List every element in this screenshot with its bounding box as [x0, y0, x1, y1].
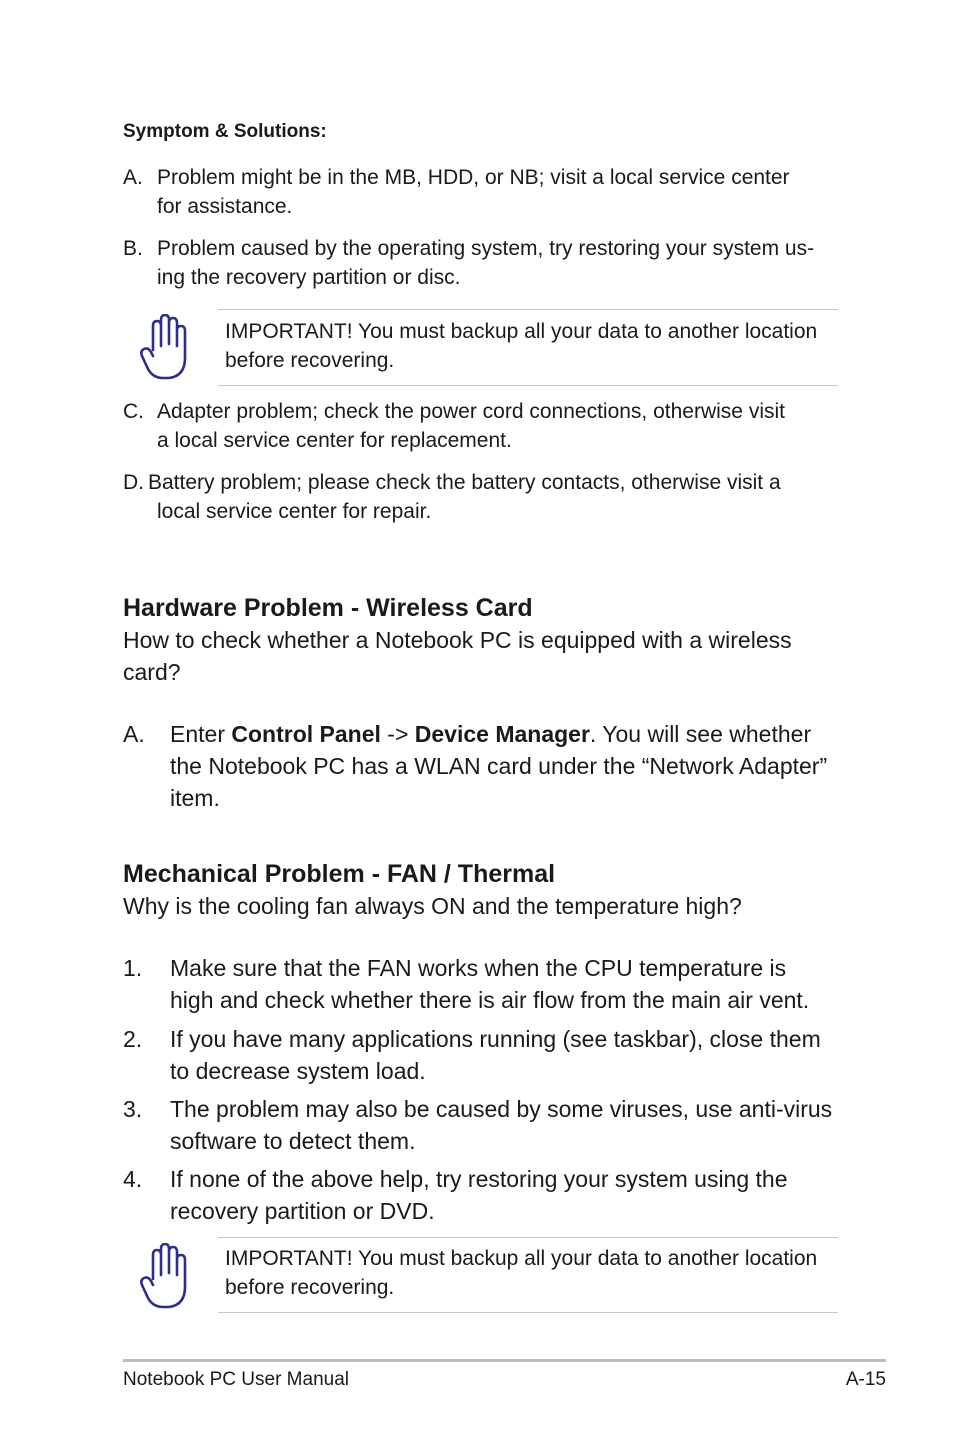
solution-d-line-2: local service center for repair. — [157, 500, 432, 523]
fan-step-3-line-2: software to detect them. — [170, 1128, 416, 1154]
step-a-suffix: . You will see whether — [589, 721, 812, 747]
important-bottom-rule — [218, 385, 838, 386]
solution-a-marker: A. — [123, 166, 143, 189]
fan-step-2-line-1: If you have many applications running (see taskbar), close them — [170, 1026, 821, 1052]
solution-b-line-2: ing the recovery partition or disc. — [157, 266, 461, 289]
hand-stop-icon — [139, 1243, 189, 1311]
important-1-line-1: IMPORTANT! You must backup all your data to another location — [225, 320, 818, 343]
solution-c-marker: C. — [123, 400, 144, 423]
wireless-step-a-line-2: the Notebook PC has a WLAN card under the “Network Adapter” — [170, 753, 828, 779]
important-2-line-1: IMPORTANT! You must backup all your data to another location — [225, 1247, 818, 1270]
wireless-question-line-2: card? — [123, 659, 181, 685]
solution-b-marker: B. — [123, 237, 143, 260]
fan-question: Why is the cooling fan always ON and the temperature high? — [123, 893, 742, 919]
symptom-heading: Symptom & Solutions: — [123, 121, 327, 142]
important-2-line-2: before recovering. — [225, 1276, 395, 1299]
wireless-step-a-marker: A. — [123, 721, 145, 747]
arrow-text: -> — [380, 721, 415, 747]
control-panel-text: Control Panel — [231, 721, 381, 747]
solution-c-line-1: Adapter problem; check the power cord connections, otherwise visit — [157, 400, 785, 423]
solution-d-marker: D. — [123, 471, 144, 494]
fan-step-3-marker: 3. — [123, 1096, 143, 1122]
solution-d-line-1: Battery problem; please check the battery contacts, otherwise visit a — [148, 471, 781, 494]
fan-step-4-line-1: If none of the above help, try restoring your system using the — [170, 1166, 788, 1192]
fan-step-4-marker: 4. — [123, 1166, 143, 1192]
important-1-line-2: before recovering. — [225, 349, 395, 372]
wireless-step-a-line-1 — [170, 718, 811, 750]
footer-title: Notebook PC User Manual — [123, 1369, 349, 1390]
fan-step-1-line-2: high and check whether there is air flow from the main air vent. — [170, 987, 810, 1013]
page-number: A-15 — [845, 1369, 886, 1390]
device-manager-text: Device Manager — [414, 721, 590, 747]
wireless-step-a-line-3: item. — [170, 785, 220, 811]
wireless-question-line-1: How to check whether a Notebook PC is equipped with a wireless — [123, 627, 792, 653]
fan-step-2-line-2: to decrease system load. — [170, 1058, 426, 1084]
important-2-bottom-rule — [218, 1312, 838, 1313]
enter-text: Enter — [170, 721, 232, 747]
important-top-rule — [218, 309, 838, 310]
fan-step-4-line-2: recovery partition or DVD. — [170, 1198, 435, 1224]
hand-stop-icon — [139, 314, 189, 382]
fan-step-2-marker: 2. — [123, 1026, 143, 1052]
fan-step-1-line-1: Make sure that the FAN works when the CPU temperature is — [170, 955, 787, 981]
solution-a-line-1: Problem might be in the MB, HDD, or NB; visit a local service center — [157, 166, 790, 189]
solution-b-line-1: Problem caused by the operating system, try restoring your system us- — [157, 237, 815, 260]
fan-step-3-line-1: The problem may also be caused by some viruses, use anti-virus — [170, 1096, 833, 1122]
fan-heading: Mechanical Problem - FAN / Thermal — [123, 860, 556, 888]
fan-step-1-marker: 1. — [123, 955, 143, 981]
important-2-top-rule — [218, 1237, 838, 1238]
solution-c-line-2: a local service center for replacement. — [157, 429, 512, 452]
footer-rule — [123, 1359, 886, 1362]
wireless-heading: Hardware Problem - Wireless Card — [123, 594, 533, 622]
solution-a-line-2: for assistance. — [157, 195, 293, 218]
